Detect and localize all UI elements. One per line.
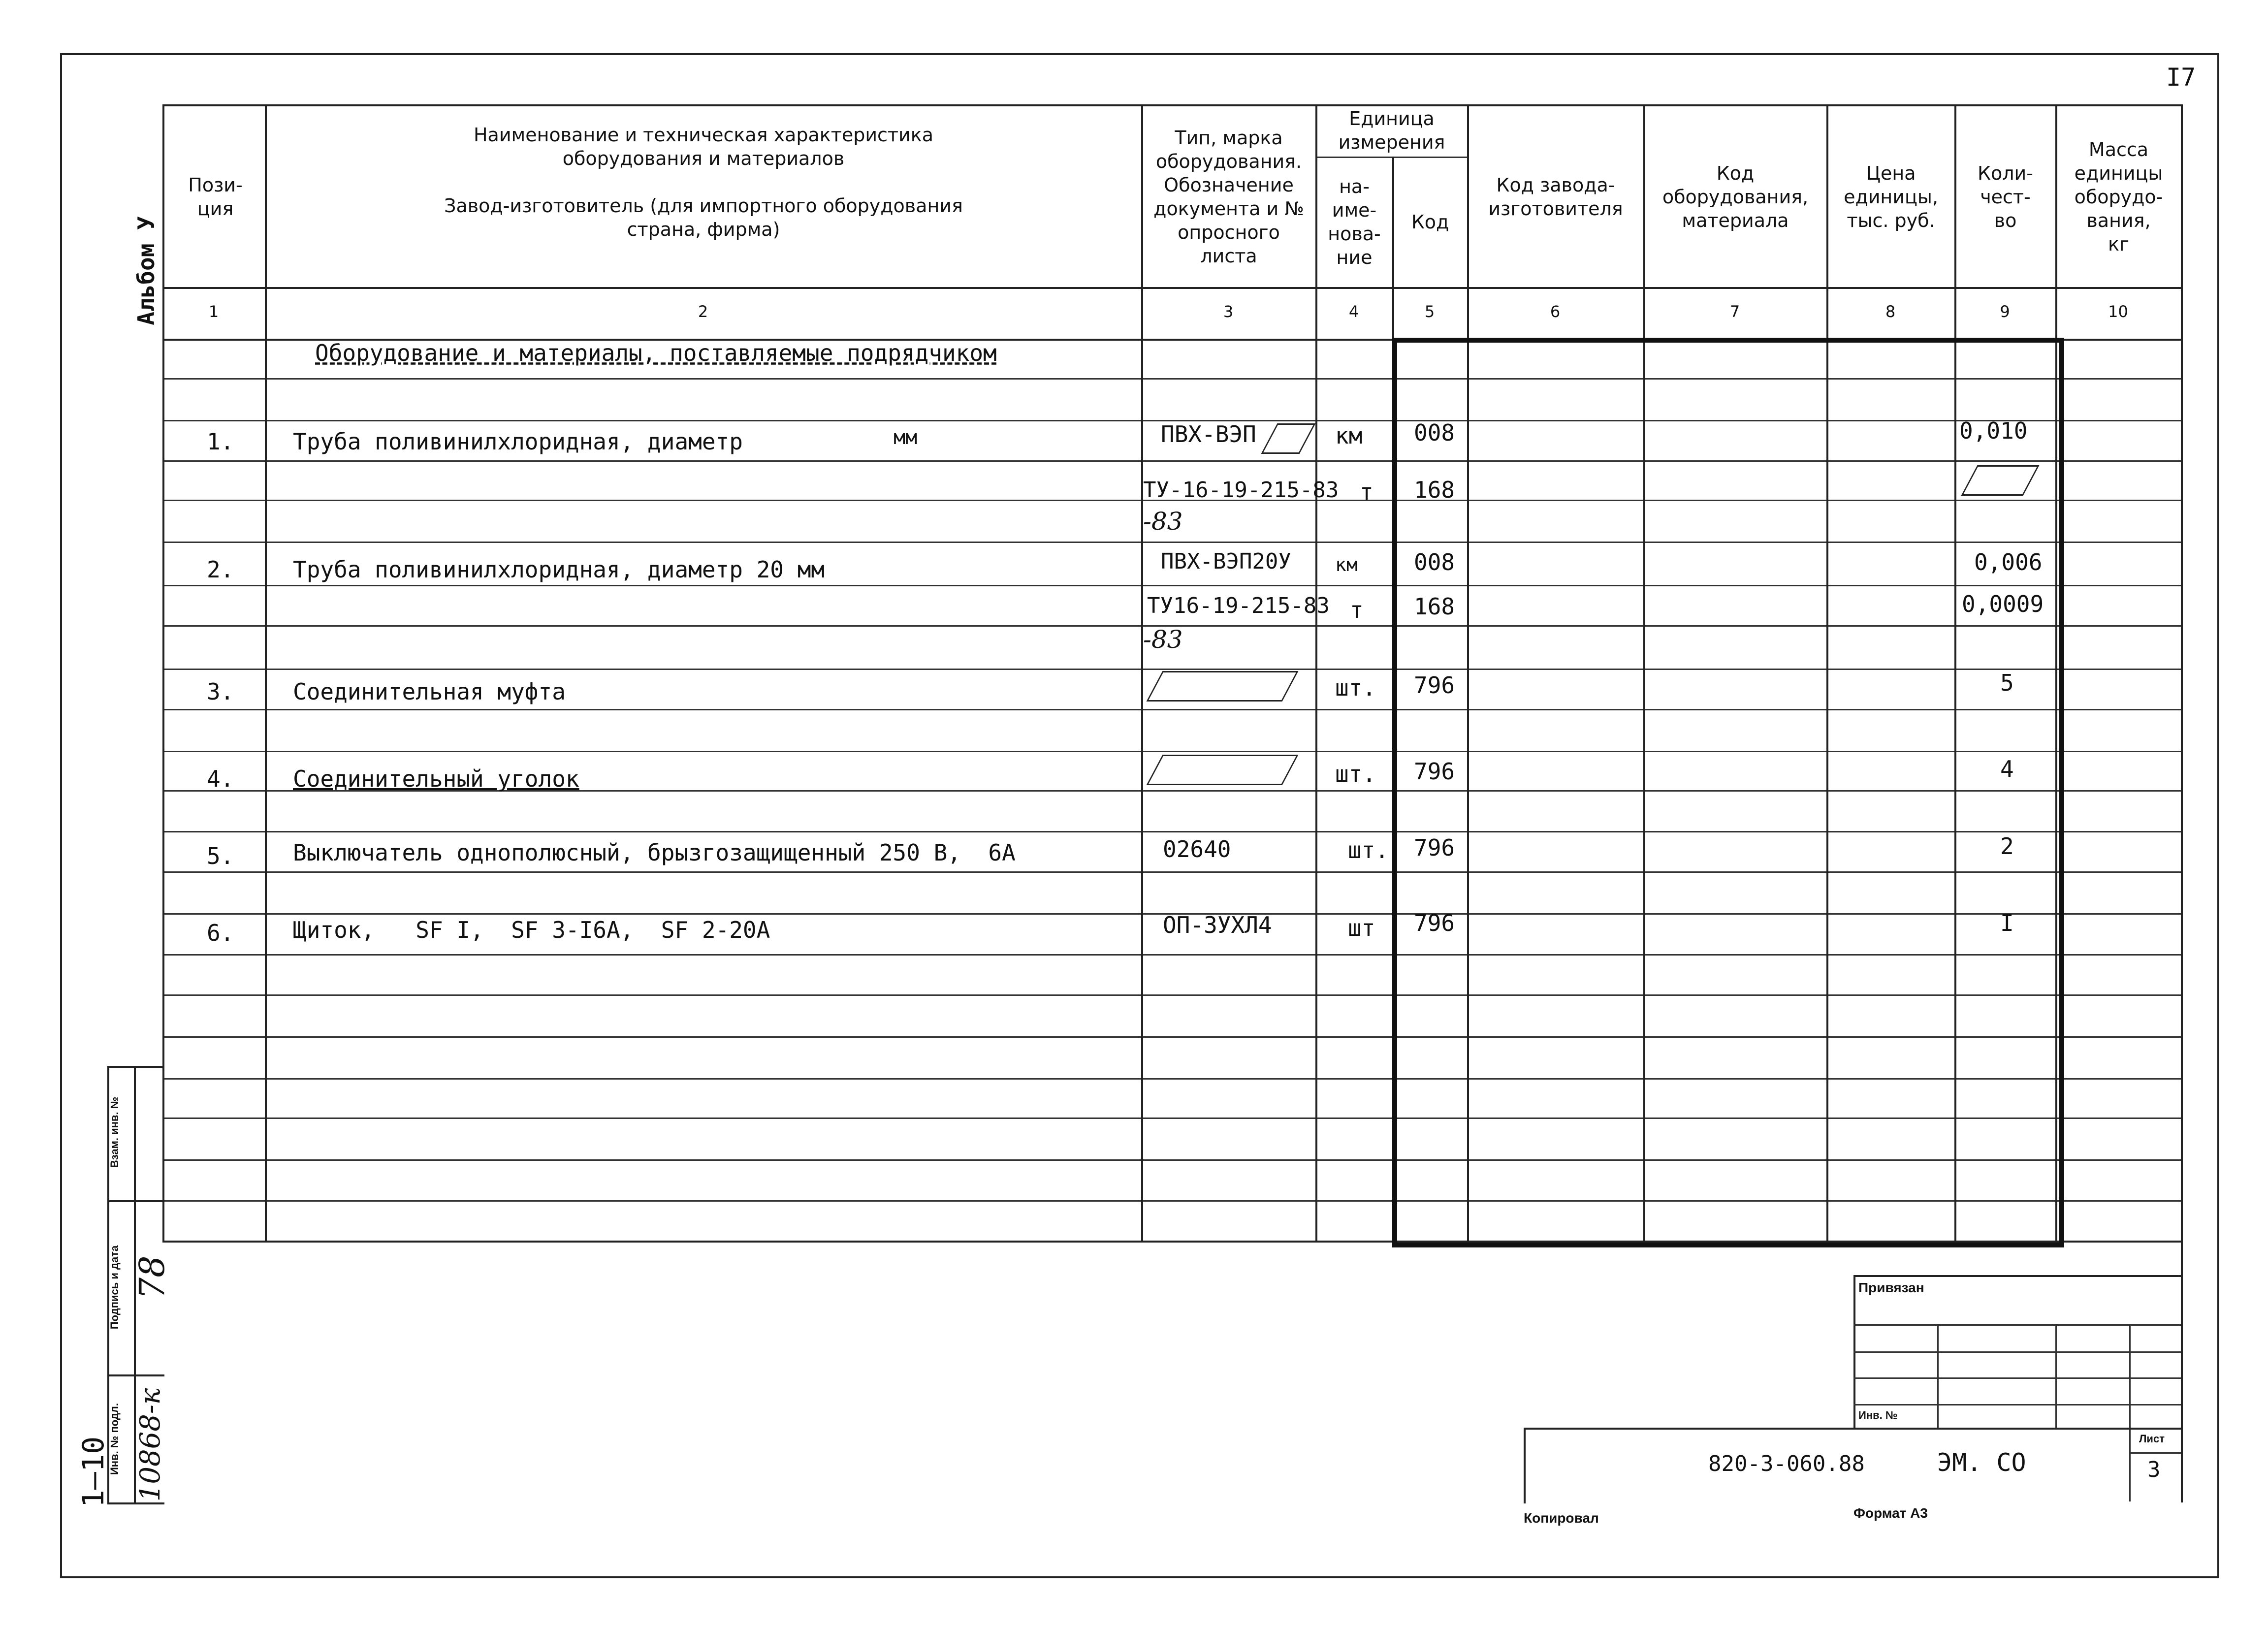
series-number: 1—10 <box>76 1436 111 1508</box>
header-price: Цена единицы, тыс. руб. <box>1844 162 1938 231</box>
page-number: I7 <box>2166 63 2196 92</box>
row-position: 1. <box>207 428 234 455</box>
blank-field-stamp <box>1147 755 1299 785</box>
row-type: ТУ16-19-215-83 <box>1147 593 1330 618</box>
stamp-sign-value: 78 <box>132 1255 172 1300</box>
header-unit-group: Единица измерения <box>1338 108 1445 153</box>
album-label: Альбом У <box>133 216 160 325</box>
col-number: 10 <box>2108 302 2128 321</box>
row-name: Труба поливинилхлоридная, диаметр <box>293 428 743 455</box>
row-name-unit: мм <box>894 426 918 449</box>
row-position: 6. <box>207 920 234 946</box>
col-number: 6 <box>1550 302 1561 321</box>
row-type: ПВХ-ВЭП20У <box>1161 549 1291 574</box>
row-code: 008 <box>1414 419 1455 446</box>
row-code: 168 <box>1414 593 1455 620</box>
doc-suffix: ЭМ. СО <box>1937 1448 2026 1477</box>
row-type: ТУ-16-19-215-83 <box>1143 478 1339 503</box>
header-position: Пози- ция <box>188 174 243 220</box>
row-position: 4. <box>207 766 234 792</box>
row-name: Выключатель однополюсный, брызгозащищенный 250 В, 6А <box>293 839 1016 866</box>
row-quantity: 5 <box>2000 670 2014 696</box>
row-code: 796 <box>1414 910 1455 936</box>
row-unit: т <box>1360 479 1374 505</box>
col-number: 9 <box>2000 302 2010 321</box>
row-unit: шт. <box>1335 761 1376 787</box>
row-type-continuation: -83 <box>1143 507 1183 536</box>
row-type: ПВХ-ВЭП <box>1161 421 1256 447</box>
stamp-podpis: Подпись и дата <box>108 1245 121 1330</box>
row-unit: шт. <box>1335 674 1376 701</box>
stamp-vzam: Взам. инв. № <box>108 1096 121 1168</box>
format-label: Формат А3 <box>1853 1505 1928 1521</box>
title-inv-no: Инв. № <box>1858 1409 1898 1421</box>
row-unit: км <box>1335 554 1358 575</box>
title-list-value: 3 <box>2147 1457 2161 1482</box>
header-unit-name: на- име- нова- ние <box>1328 176 1381 268</box>
title-list-label: Лист <box>2139 1433 2165 1445</box>
row-unit: шт. <box>1348 837 1389 863</box>
row-quantity: 4 <box>2000 756 2014 782</box>
header-type: Тип, марка оборудования. Обозначение документа и № опросного листа <box>1153 127 1304 267</box>
doc-code: 820-3-060.88 <box>1708 1451 1865 1476</box>
header-factory-code: Код завода- изготовителя <box>1488 174 1623 220</box>
row-quantity: 0,010 <box>1959 417 2028 444</box>
col-number: 4 <box>1348 302 1359 321</box>
row-code: 796 <box>1414 672 1455 699</box>
row-quantity: I <box>2000 910 2014 936</box>
title-privyazan: Привязан <box>1858 1280 1924 1295</box>
header-unit-code: Код <box>1411 211 1449 233</box>
row-type-continuation: -83 <box>1143 625 1183 654</box>
stamp-inv-value: 10868-к <box>134 1388 166 1502</box>
header-equipment-code: Код оборудования, материала <box>1662 162 1809 231</box>
col-number: 1 <box>208 302 219 321</box>
row-unit: км <box>1335 422 1363 449</box>
row-name: Труба поливинилхлоридная, диаметр 20 мм <box>293 556 825 583</box>
row-position: 5. <box>207 843 234 869</box>
row-code: 796 <box>1414 758 1455 785</box>
row-position: 2. <box>207 556 234 583</box>
row-code: 796 <box>1414 834 1455 861</box>
col-number: 8 <box>1885 302 1896 321</box>
col-number: 3 <box>1223 302 1234 321</box>
row-name: Соединительный уголок <box>293 766 579 792</box>
row-name: Соединительная муфта <box>293 678 566 705</box>
stamp-inv-podl: Инв. № подл. <box>108 1403 121 1475</box>
row-unit: т <box>1350 597 1364 623</box>
blank-field-stamp <box>1147 671 1299 702</box>
row-type: 02640 <box>1163 836 1231 862</box>
col-number: 5 <box>1424 302 1435 321</box>
row-quantity: 0,006 <box>1974 549 2043 575</box>
col-number: 2 <box>698 302 708 321</box>
row-name: Щиток, SF I, SF 3-I6A, SF 2-20A <box>293 917 770 943</box>
col-number: 7 <box>1729 302 1740 321</box>
row-code: 008 <box>1414 549 1455 575</box>
header-mass: Масса единицы оборудо- вания, кг <box>2074 139 2163 255</box>
row-quantity: 2 <box>2000 833 2014 860</box>
row-position: 3. <box>207 678 234 705</box>
row-quantity: 0,0009 <box>1962 591 2044 617</box>
header-name: Наименование и техническая характеристика оборудования и материалов Завод-изготовитель (для импортного оборудования страна, фирма) <box>444 124 963 240</box>
code-block-outline <box>1392 338 2064 1247</box>
row-type: ОП-3УХЛ4 <box>1163 912 1272 938</box>
row-code: 168 <box>1414 477 1455 503</box>
section-title: Оборудование и материалы, поставляемые подрядчиком <box>315 340 997 366</box>
header-quantity: Коли- чест- во <box>1978 162 2033 231</box>
row-unit: шт <box>1348 915 1375 941</box>
kopiroval: Копировал <box>1524 1510 1599 1526</box>
